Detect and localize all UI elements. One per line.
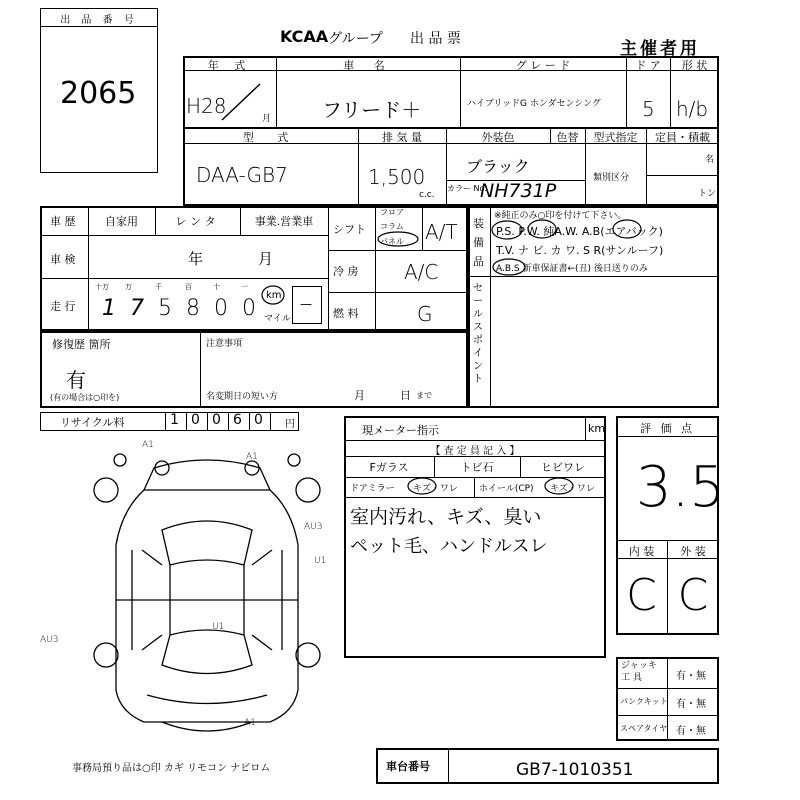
damage-mark-a1-right: A1 <box>246 452 258 462</box>
recycle-digit: 6 <box>233 412 242 428</box>
puncture-yes-no: 有・無 <box>676 699 706 710</box>
door-label: ド ア <box>635 59 661 72</box>
digit-label: 百 <box>185 283 192 291</box>
repair-label: 修復歴 箇所 <box>52 338 111 351</box>
crack-label: ヒビワレ <box>541 461 585 474</box>
digit-label: 十 <box>213 283 220 291</box>
digit-label: 十万 <box>95 283 109 291</box>
shaken-year-unit: 年 <box>188 250 204 268</box>
repair-value: 有 <box>66 368 86 392</box>
spare-tire-label: スペアタイヤ <box>620 724 668 733</box>
business-use: 事業.営業車 <box>254 215 314 228</box>
group-label: グループ <box>328 31 383 47</box>
wheel-label: ホイール(CP) <box>479 484 534 494</box>
equipment-note: ※純正のみ○印を付けて下さい。 <box>494 211 627 221</box>
recycle-digit: 0 <box>254 412 263 428</box>
displacement-label: 排 気 量 <box>382 131 422 144</box>
private-use: 自家用 <box>105 215 138 228</box>
stone-chip-label: トビ石 <box>460 461 494 474</box>
displacement-value: 1,500 <box>368 165 426 189</box>
history-label: 車 歴 <box>50 215 76 228</box>
cc-unit: c.c. <box>419 190 435 200</box>
km-unit: km <box>266 290 282 301</box>
color-no-label: カラー No. <box>447 184 487 193</box>
model-label: 型 式 <box>242 131 299 144</box>
equipment-line-2: T.V. ナ ビ. カ ワ. S R(サンルーフ) <box>496 244 664 257</box>
panel-circle-mark <box>376 230 420 248</box>
repair-note: (有の場合は○印を) <box>50 393 120 402</box>
equipment-line-1: P.S. P.W. 純A.W. A.B(エアバック) <box>496 225 663 238</box>
month-mark: 月 <box>262 114 272 124</box>
exterior-label: 外 装 <box>680 545 706 558</box>
name-change-month: 月 <box>354 389 365 402</box>
chassis-label: 車台番号 <box>386 760 430 773</box>
spare-yes-no: 有・無 <box>676 726 706 737</box>
door-mirror-label: ドアミラー <box>350 484 395 494</box>
ac-label: 冷 房 <box>333 265 359 278</box>
recycle-unit: 円 <box>285 419 295 430</box>
ac-value: A/C <box>404 260 439 284</box>
shape-label: 形 状 <box>681 59 708 72</box>
year-value: H28 <box>186 94 227 118</box>
lot-number: 2065 <box>60 76 137 111</box>
inspector-title: 【 査 定 員 記 入 】 <box>430 446 520 457</box>
caution-label: 注意事項 <box>206 339 243 349</box>
mileage-label: 走 行 <box>50 300 76 313</box>
sales-point-label: セールスポイント <box>473 283 483 385</box>
digit-label: 一 <box>241 283 248 291</box>
mileage-digit: 8 <box>186 296 200 321</box>
interior-label: 内 装 <box>628 545 655 558</box>
lot-label: 出 品 番 号 <box>60 15 138 26</box>
mileage-dash: — <box>300 297 312 311</box>
equipment-label: 装 備 品 <box>473 217 484 268</box>
meter-label: 現メーター指示 <box>362 424 439 437</box>
f-glass-label: Fガラス <box>369 461 409 474</box>
shaken-label: 車 検 <box>50 253 76 266</box>
shift-label: シフト <box>333 223 366 236</box>
jack-yes-no: 有・無 <box>676 671 706 682</box>
grade-value: ハイブリッドG ホンダセンシング <box>467 99 601 109</box>
damage-mark-au3-left: AU3 <box>40 635 59 645</box>
car-name: フリード＋ <box>322 98 422 122</box>
damage-mark-au3-right: AU3 <box>304 522 323 532</box>
name-change-day: 日 <box>400 389 411 402</box>
damage-mark-u1-mid: U1 <box>212 622 225 632</box>
door-value: 5 <box>642 97 655 121</box>
mile-unit: マイル <box>264 314 291 324</box>
damage-mark-u1-right: U1 <box>314 556 327 566</box>
name-change-until: まで <box>416 391 432 400</box>
km-circle-mark <box>260 284 286 306</box>
year-label: 年 式 <box>207 59 252 72</box>
chassis-number: GB7-1010351 <box>516 760 634 780</box>
form-title: 出 品 票 <box>410 31 461 47</box>
rental-use: レンタ <box>175 215 220 228</box>
recycle-digit: 0 <box>191 412 200 428</box>
class-label: 類別区分 <box>593 173 630 183</box>
color-no-value: NH731P <box>480 180 557 202</box>
score-label: 評 価 点 <box>640 422 695 435</box>
color-label: 外装色 <box>481 131 515 144</box>
shaken-month-unit: 月 <box>258 250 274 268</box>
office-note: 事務局預り品は○印 カギ リモコン ナビロム <box>72 763 271 774</box>
recycle-digit: 0 <box>212 412 221 428</box>
recycle-digit: 1 <box>170 412 179 428</box>
color-value: ブラック <box>466 157 530 176</box>
interior-score: C <box>626 570 657 621</box>
mileage-digit: 1 <box>102 296 116 321</box>
shift-value: A/T <box>425 220 458 244</box>
mileage-digit: 5 <box>158 296 172 321</box>
meter-unit: km <box>588 422 606 435</box>
fuel-value: G <box>417 302 433 326</box>
floor-option: フロア <box>380 208 404 217</box>
type-designation-label: 型式指定 <box>593 131 638 144</box>
name-change-label: 名変期日の短い方 <box>206 392 279 402</box>
capacity-label: 定員・積載 <box>655 131 710 144</box>
grade-label: グ レ ー ド <box>515 59 571 72</box>
inspector-note-1: 室内汚れ、キズ、臭い <box>350 506 542 528</box>
equipment-circle-marks <box>490 216 720 276</box>
digit-label: 万 <box>125 283 132 291</box>
ton-unit: トン <box>698 189 717 199</box>
mileage-digit: 7 <box>130 296 144 321</box>
name-label: 車 名 <box>343 59 393 72</box>
model-value: DAA-GB7 <box>196 163 288 187</box>
mileage-digit: 0 <box>242 296 256 321</box>
capacity-unit: 名 <box>705 155 715 165</box>
jack-tool-label: ジャッキ 工 具 <box>621 661 657 683</box>
color-swap-label: 色替 <box>556 131 579 144</box>
car-damage-diagram <box>92 450 322 740</box>
damage-mark-a1-bottom: A1 <box>244 718 256 728</box>
digit-label: 千 <box>155 283 162 291</box>
wheel-scratch-label: キズ・ワレ <box>550 484 595 494</box>
brand-logo: KCAA <box>280 27 329 46</box>
year-slash-mark <box>218 80 268 125</box>
damage-mark-a1-top: A1 <box>142 440 154 450</box>
mirror-scratch-label: キズ・ワレ <box>413 484 458 494</box>
organizer-label: 主催者用 <box>620 39 700 59</box>
fuel-label: 燃 料 <box>333 307 359 320</box>
equipment-line-3: A.B.S 新車保証書←(丑) 後日送りのみ <box>496 264 648 274</box>
shape-value: h/b <box>676 97 709 121</box>
scratch-circle-marks <box>406 476 606 498</box>
inspector-note-2: ペット毛、ハンドルスレ <box>350 536 548 557</box>
exterior-score: C <box>677 570 709 621</box>
recycle-label: リサイクル料 <box>60 416 125 429</box>
score-value: 3.5 <box>636 455 726 520</box>
puncture-kit-label: パンクキット <box>620 697 668 706</box>
mileage-digit: 0 <box>214 296 228 321</box>
column-option: コラム <box>380 222 404 231</box>
panel-option: パネル <box>380 237 404 246</box>
